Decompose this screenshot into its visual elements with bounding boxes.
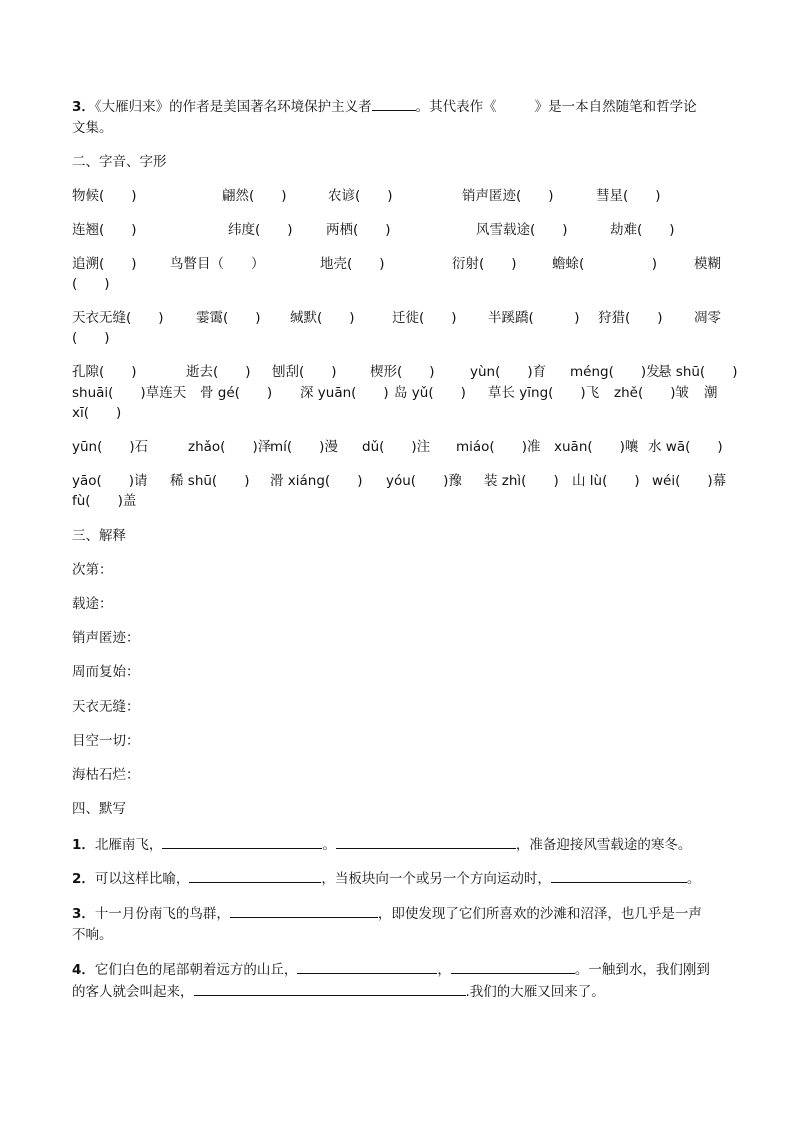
item-r1-3[interactable]: 农谚( ) (328, 188, 393, 204)
item-r8-1[interactable]: yāo( )请 (72, 473, 148, 489)
item-r5-1[interactable]: 孔隙( ) (72, 364, 137, 380)
q3-intro-line2 (72, 118, 724, 138)
item-r4-3[interactable]: 缄默( ) (290, 310, 355, 326)
q3-number: 3． (72, 99, 95, 115)
dictation-q4-text-c: 。一触到水，我们刚到 (574, 962, 710, 978)
define-item-7: 海枯石烂： (72, 767, 140, 783)
item-r5-7[interactable]: 悬 shū( ) (658, 364, 738, 380)
item-r1-4[interactable]: 销声匿迹( ) (462, 188, 554, 204)
dictation-q1-text-c: ，准备迎接风雪载途的寒冬。 (515, 837, 692, 853)
dictation-q2-text-c: 。 (686, 871, 701, 887)
define-item-3: 销声匿迹： (72, 630, 140, 646)
dictation-q4-text-a: 它们白色的尾部朝着远方的山丘， (94, 962, 298, 978)
pinyin-row-3-cont[interactable]: ( ) (72, 276, 110, 292)
item-r8-5[interactable]: 装 zhì( ) (484, 473, 559, 489)
item-r5-5[interactable]: yùn( )育 (470, 364, 547, 380)
q3-text-b: 。其代表作《 (415, 99, 497, 115)
q3-text-c: 》是一本自然随笔和哲学论 (534, 99, 697, 115)
pinyin-row-8-cont[interactable]: fù( )盖 (72, 493, 137, 509)
dictation-q3-text-b: ，即使发现了它们所喜欢的沙滩和沼泽，也几乎是一声 (377, 906, 702, 922)
item-r3-2[interactable]: 鸟瞥目（ ） (170, 256, 265, 272)
dictation-q3 (72, 903, 724, 924)
define-item-6: 目空一切： (72, 733, 140, 749)
dictation-q1-number: 1． (72, 837, 95, 853)
dictation-q2-text-a: 可以这样比喻， (94, 871, 190, 887)
item-r6-7: 潮 (704, 385, 718, 401)
item-r4-5[interactable]: 半蹊蹻( ) (488, 310, 580, 326)
section4-title: 四、默写 (72, 801, 126, 817)
dictation-q2-blank-2[interactable] (551, 868, 687, 883)
item-r7-1[interactable]: yūn( )石 (72, 439, 149, 455)
define-item-2: 载途： (72, 596, 113, 612)
item-r6-1[interactable]: shuāi( )草连天 (72, 385, 187, 401)
item-r4-6[interactable]: 狩猎( ) (598, 310, 663, 326)
pinyin-row-6-cont[interactable]: xī( ) (72, 405, 122, 421)
item-r1-1[interactable]: 物候( ) (72, 188, 137, 204)
item-r3-3[interactable]: 地壳( ) (320, 256, 385, 272)
item-r2-1[interactable]: 连翘( ) (72, 222, 137, 238)
item-r8-7[interactable]: wéi( )幕 (652, 473, 727, 489)
dictation-q1-text-b: 。 (322, 837, 336, 853)
section3-title: 三、解释 (72, 528, 126, 544)
item-r7-5[interactable]: miáo( )准 (456, 439, 541, 455)
dictation-q4-blank-3[interactable] (194, 981, 466, 996)
item-r2-3[interactable]: 两栖( ) (326, 222, 391, 238)
item-r6-2[interactable]: 骨 gé( ) (200, 385, 273, 401)
define-item-4: 周而复始： (72, 664, 140, 680)
item-r2-5[interactable]: 劫难( ) (610, 222, 675, 238)
item-r6-6[interactable]: zhě( )皱 (614, 385, 689, 401)
item-r5-6[interactable]: méng( )发 (570, 364, 660, 380)
item-r8-3[interactable]: 滑 xiáng( ) (270, 473, 363, 489)
dictation-q1-blank-1[interactable] (162, 834, 322, 849)
item-r5-3[interactable]: 刨刮( ) (272, 364, 337, 380)
item-r7-6[interactable]: xuān( )嚷 (554, 439, 639, 455)
item-r4-2[interactable]: 霎霭( ) (196, 310, 261, 326)
q3-intro-line1 (72, 96, 724, 117)
item-r3-5[interactable]: 蟾蜍( ) (552, 256, 658, 272)
dictation-q3-text-a: 十一月份南飞的鸟群， (94, 906, 230, 922)
dictation-q4-text-d: 的客人就会叫起来， (72, 984, 194, 1000)
item-r6-4[interactable]: 岛 yǔ( ) (394, 385, 466, 401)
item-r4-1[interactable]: 天衣无缝( ) (72, 310, 164, 326)
q3-text-a: 《大雁归来》的作者是美国著名环境保护主义者 (94, 99, 372, 115)
item-r3-4[interactable]: 衍射( ) (452, 256, 517, 272)
item-r8-6[interactable]: 山 lù( ) (572, 473, 640, 489)
dictation-q4-text-b: ， (437, 962, 451, 978)
define-item-1: 次第： (72, 562, 113, 578)
q3-text-d: 文集。 (72, 120, 113, 136)
item-r7-2[interactable]: zhǎo( )泽 (188, 439, 272, 455)
dictation-q3-cont: 不响。 (72, 927, 113, 943)
item-r2-4[interactable]: 风雪载途( ) (476, 222, 568, 238)
dictation-q2-number: 2． (72, 871, 95, 887)
item-r8-2[interactable]: 稀 shū( ) (170, 473, 250, 489)
dictation-q4 (72, 959, 724, 980)
dictation-q1 (72, 834, 724, 855)
dictation-q1-text-a: 北雁南飞， (94, 837, 163, 853)
dictation-q4-cont (72, 981, 724, 1002)
item-r3-1[interactable]: 追溯( ) (72, 256, 137, 272)
item-r5-2[interactable]: 逝去( ) (186, 364, 251, 380)
dictation-q2 (72, 868, 724, 889)
define-item-5: 天衣无缝： (72, 699, 140, 715)
item-r1-2[interactable]: 翩然( ) (222, 188, 287, 204)
dictation-q1-blank-2[interactable] (336, 834, 516, 849)
dictation-q2-text-b: ，当板块向一个或另一个方向运动时， (321, 871, 551, 887)
dictation-q4-number: 4． (72, 962, 95, 978)
item-r4-4[interactable]: 迁徙( ) (392, 310, 457, 326)
item-r3-6[interactable]: 模糊 (694, 256, 721, 272)
q3-blank-author[interactable] (372, 96, 416, 111)
pinyin-row-4-cont[interactable]: ( ) (72, 330, 110, 346)
item-r7-4[interactable]: dǔ( )注 (362, 439, 431, 455)
dictation-q3-number: 3． (72, 906, 95, 922)
section2-title: 二、字音、字形 (72, 154, 167, 170)
item-r7-3[interactable]: mí( )漫 (270, 439, 338, 455)
item-r2-2[interactable]: 纬度( ) (228, 222, 293, 238)
dictation-q3-blank-1[interactable] (230, 903, 378, 918)
item-r1-5[interactable]: 彗星( ) (596, 188, 661, 204)
item-r8-4[interactable]: yóu( )豫 (386, 473, 462, 489)
dictation-q4-blank-2[interactable] (451, 959, 575, 974)
item-r7-7[interactable]: 水 wā( ) (648, 439, 723, 455)
dictation-q4-blank-1[interactable] (297, 959, 437, 974)
dictation-q4-text-e: .我们的大雁又回来了。 (465, 984, 605, 1000)
item-r6-3[interactable]: 深 yuān( ) (300, 385, 389, 401)
dictation-q2-blank-1[interactable] (189, 868, 321, 883)
item-r4-7[interactable]: 凋零 (694, 310, 721, 326)
item-r5-4[interactable]: 楔形( ) (370, 364, 435, 380)
item-r6-5[interactable]: 草长 yīng( )飞 (488, 385, 600, 401)
